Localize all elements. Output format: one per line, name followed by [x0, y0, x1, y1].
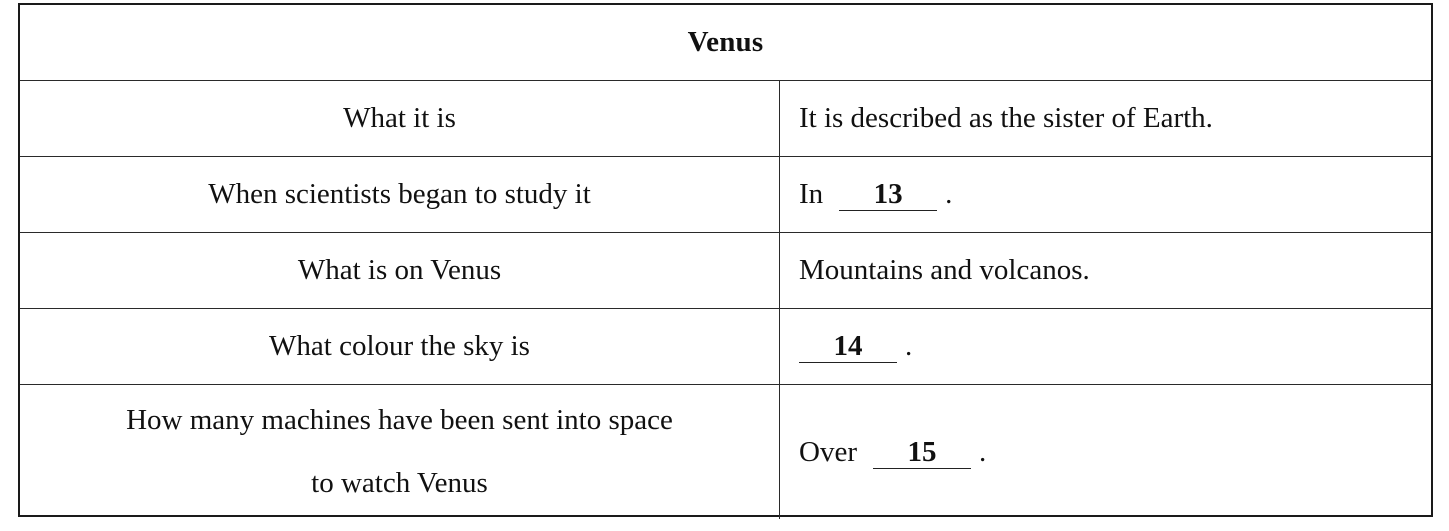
question-cell	[20, 309, 780, 384]
blank-13[interactable]	[839, 178, 937, 211]
table-title: Venus	[687, 26, 764, 58]
answer-text: Mountains and volcanos.	[799, 254, 1090, 286]
blank-15[interactable]	[873, 436, 971, 469]
answer-suffix: .	[945, 178, 953, 210]
venus-table	[18, 3, 1433, 517]
question-text: What colour the sky is	[269, 330, 530, 362]
table-row	[20, 385, 1431, 519]
answer-prefix: In	[799, 178, 824, 210]
question-cell	[20, 385, 780, 519]
blank-number: 15	[907, 435, 937, 468]
answer-suffix: .	[905, 330, 913, 362]
answer-cell	[780, 233, 1431, 308]
question-text: When scientists began to study it	[208, 178, 591, 210]
blank-number: 14	[833, 330, 863, 362]
answer-cell	[780, 157, 1431, 232]
table-title-row	[20, 5, 1431, 81]
question-cell	[20, 233, 780, 308]
answer-prefix: Over	[799, 435, 857, 468]
answer-cell	[780, 309, 1431, 384]
table-row	[20, 81, 1431, 157]
question-text-line-2: to watch Venus	[311, 467, 488, 499]
table-row	[20, 157, 1431, 233]
question-cell	[20, 81, 780, 156]
table-row	[20, 309, 1431, 385]
answer-text: It is described as the sister of Earth.	[799, 102, 1213, 134]
question-text: What it is	[343, 102, 456, 134]
question-text-line-1: How many machines have been sent into space	[126, 404, 673, 436]
question-text: What is on Venus	[297, 254, 502, 286]
answer-cell	[780, 385, 1431, 519]
blank-14[interactable]	[799, 330, 897, 363]
question-cell	[20, 157, 780, 232]
answer-cell	[780, 81, 1431, 156]
blank-number: 13	[873, 178, 903, 210]
answer-suffix: .	[978, 435, 987, 468]
table-row	[20, 233, 1431, 309]
